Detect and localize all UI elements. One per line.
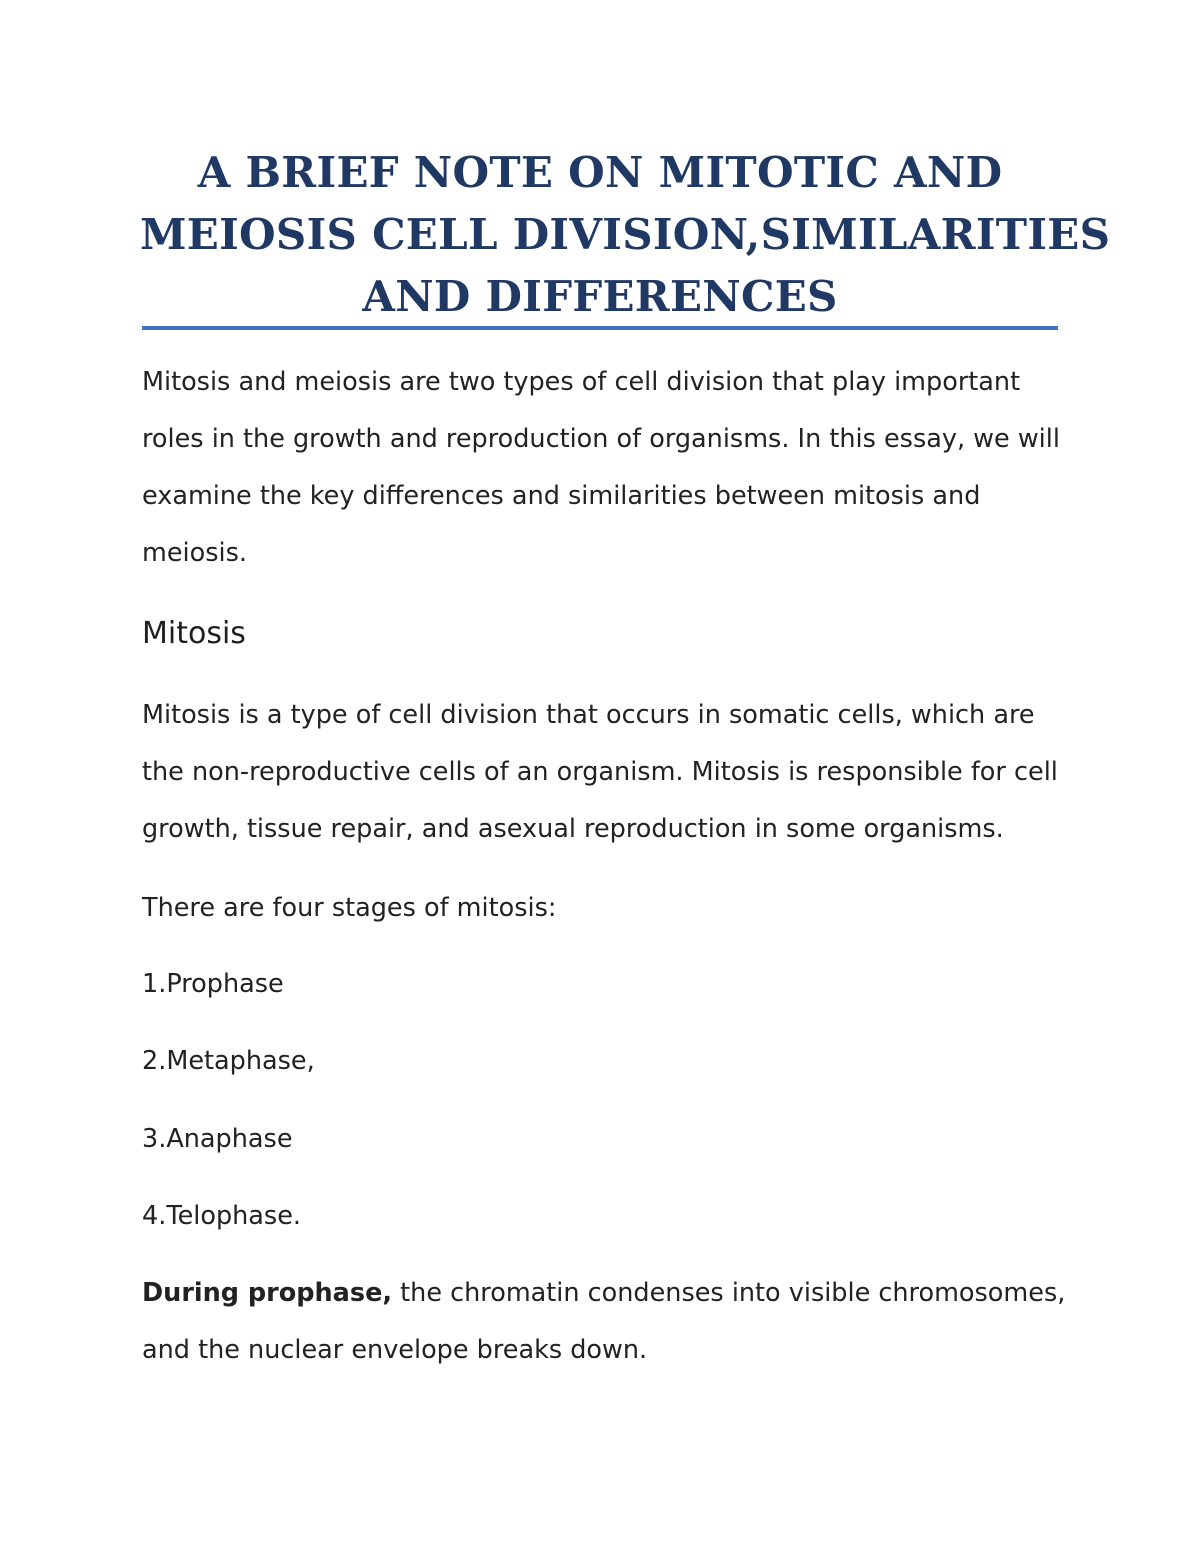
title-line-3: AND DIFFERENCES (362, 272, 838, 321)
mitosis-line-2: the non-reproductive cells of an organism. Mitosis is responsible for cell (142, 757, 1058, 787)
stage-item-telophase: 4.Telophase. (142, 1201, 302, 1231)
stage-item-prophase: 1.Prophase (142, 969, 284, 999)
stage-item-anaphase: 3.Anaphase (142, 1124, 293, 1154)
intro-paragraph (142, 354, 1058, 582)
intro-line-2: roles in the growth and reproduction of organisms. In this essay, we will (142, 424, 1060, 454)
prophase-paragraph (142, 1265, 1066, 1379)
mitosis-paragraph (142, 687, 1058, 858)
title-underline-divider (142, 326, 1058, 330)
prophase-bold-lead: During prophase, (142, 1278, 393, 1308)
intro-line-3: examine the key differences and similarities between mitosis and (142, 481, 981, 511)
title-line-2: MEIOSIS CELL DIVISION,SIMILARITIES (140, 210, 1111, 259)
stage-item-metaphase: 2.Metaphase, (142, 1046, 315, 1076)
mitosis-line-1: Mitosis is a type of cell division that occurs in somatic cells, which are (142, 700, 1035, 730)
prophase-line-1 (142, 1265, 1066, 1322)
prophase-line-2: and the nuclear envelope breaks down. (142, 1335, 648, 1365)
prophase-line-1-rest: the chromatin condenses into visible chromosomes, (392, 1278, 1066, 1308)
mitosis-line-3: growth, tissue repair, and asexual reproduction in some organisms. (142, 814, 1004, 844)
section-heading-mitosis: Mitosis (142, 616, 246, 651)
document-title (140, 142, 1111, 328)
stages-intro: There are four stages of mitosis: (142, 893, 557, 923)
title-line-1: A BRIEF NOTE ON MITOTIC AND (197, 148, 1003, 197)
intro-line-1: Mitosis and meiosis are two types of cell division that play important (142, 367, 1021, 397)
intro-line-4: meiosis. (142, 538, 247, 568)
